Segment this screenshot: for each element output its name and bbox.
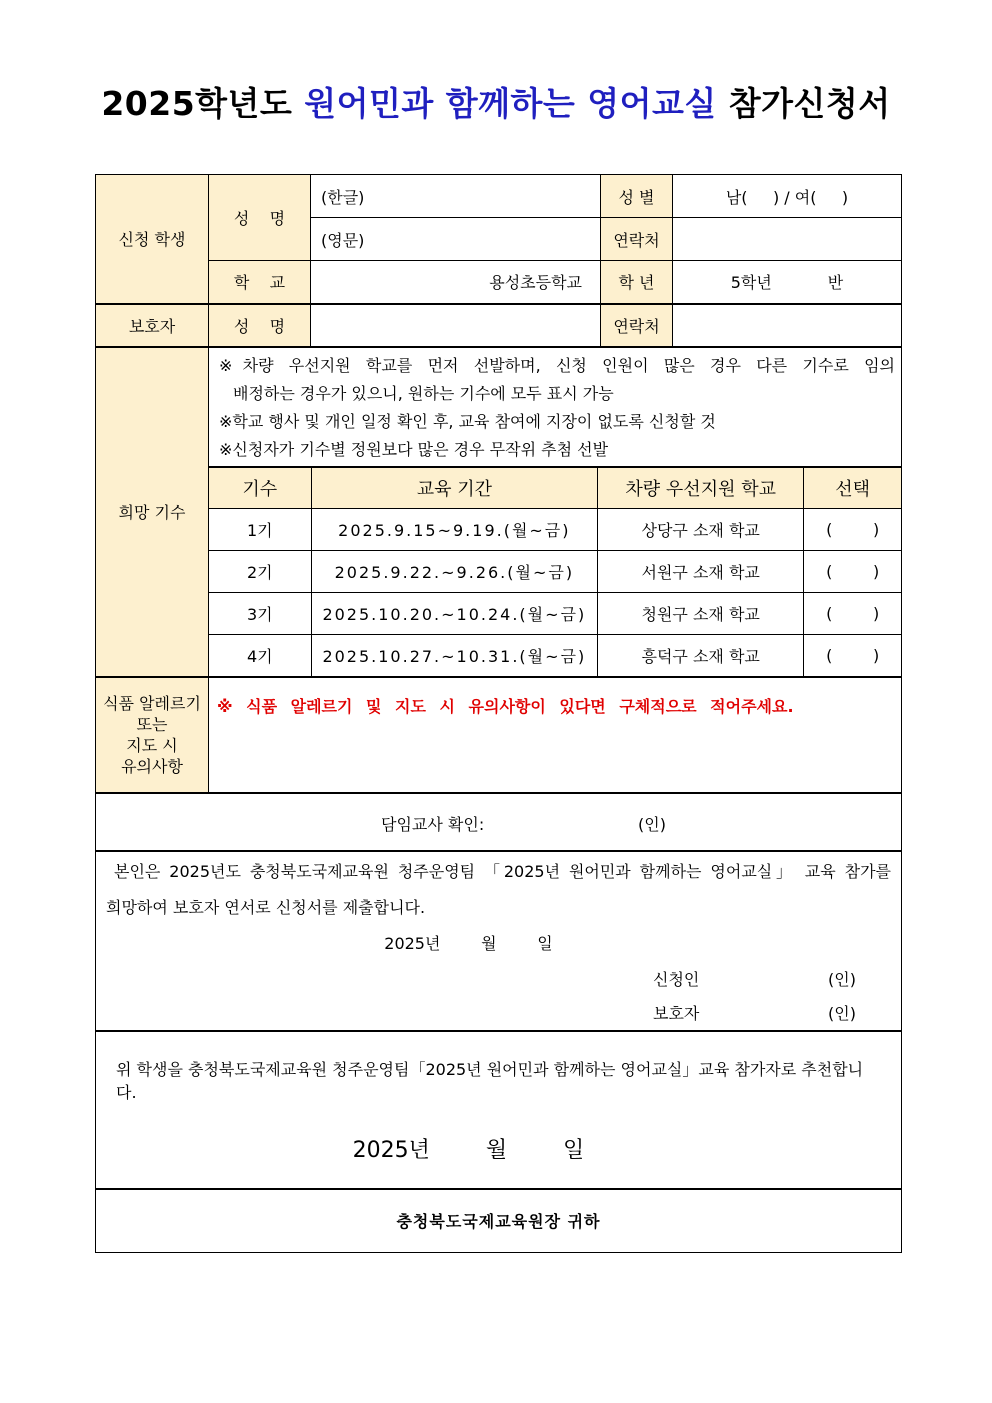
select-cell[interactable]: ( ): [804, 634, 901, 676]
session-row: [209, 550, 901, 592]
applicant-name-korean-field[interactable]: [311, 175, 601, 218]
gender-field[interactable]: 남( ) / 여( ): [673, 175, 902, 218]
period-cell: 2025.9.22.~9.26.(월~금): [311, 550, 597, 592]
term-cell: 2기: [209, 550, 311, 592]
guardian-name-field[interactable]: [311, 304, 601, 347]
term-cell: 3기: [209, 592, 311, 634]
allergy-label-line: 지도 시: [126, 735, 178, 755]
applicant-name-english-field[interactable]: [311, 218, 601, 261]
period-cell: 2025.10.20.~10.24.(월~금): [311, 592, 597, 634]
session-row: [209, 508, 901, 550]
allergy-label: [96, 677, 209, 793]
applicant-sign-label: 신청인: [653, 969, 700, 989]
guardian-name-label: 성 명: [209, 304, 311, 347]
addressee: 충청북도국제교육원장 귀하: [96, 1189, 902, 1253]
title-form-name: 참가신청서: [716, 84, 891, 123]
applicant-contact-label: 연락처: [601, 218, 673, 261]
term-cell: 4기: [209, 634, 311, 676]
period-cell: 2025.9.15~9.19.(월~금): [311, 508, 597, 550]
note-line: ※신청자가 기수별 정원보다 많은 경우 무작위 추첨 선발: [219, 439, 609, 459]
title-year: 2025학년도: [101, 84, 305, 123]
note-line: ※학교 행사 및 개인 일정 확인 후, 교육 참여에 지장이 없도록 신청할 것: [219, 411, 716, 431]
allergy-field[interactable]: [209, 677, 902, 793]
guardian-sign-label: 보호자: [653, 1003, 700, 1023]
application-form: [95, 174, 902, 1253]
guardian-contact-field[interactable]: [673, 304, 902, 347]
guardian-seal[interactable]: (인): [828, 1003, 856, 1023]
korean-hint: (한글): [321, 187, 365, 207]
session-table: [209, 467, 901, 676]
session-row: [209, 592, 901, 634]
school-cell: 서원구 소재 학교: [598, 550, 804, 592]
applicant-sign-row: [106, 962, 891, 996]
session-table-cell: [209, 466, 902, 677]
term-cell: 1기: [209, 508, 311, 550]
allergy-label-line: 식품 알레르기: [103, 693, 201, 713]
school-label: 학 교: [209, 261, 311, 304]
english-hint: (영문): [321, 230, 365, 250]
page-title: [0, 78, 992, 125]
applicant-section-label: 신청 학생: [96, 175, 209, 304]
school-field[interactable]: 용성초등학교: [311, 261, 601, 304]
guardian-sign-row: [106, 996, 891, 1030]
header-school: 차량 우선지원 학교: [598, 467, 804, 508]
note-line: 배정하는 경우가 있으니, 원하는 기수에 모두 표시 가능: [233, 383, 614, 403]
applicant-name-label: 성 명: [209, 175, 311, 261]
recommendation-block: [96, 1031, 902, 1189]
school-cell: 청원구 소재 학교: [598, 592, 804, 634]
allergy-note: ※ 식품 알레르기 및 지도 시 유의사항이 있다면 구체적으로 적어주세요.: [217, 696, 794, 716]
guardian-contact-label: 연락처: [601, 304, 673, 347]
session-row: [209, 634, 901, 676]
period-cell: 2025.10.27.~10.31.(월~금): [311, 634, 597, 676]
recommendation-text: 위 학생을 충청북도국제교육원 청주운영팀「2025년 원어민과 함께하는 영어교실」교육 참가자로 추천합니다.: [116, 1059, 864, 1102]
title-program: 원어민과 함께하는 영어교실: [304, 84, 717, 123]
school-cell: 흥덕구 소재 학교: [598, 634, 804, 676]
select-cell[interactable]: ( ): [804, 508, 901, 550]
allergy-label-line: 유의사항: [121, 756, 183, 776]
allergy-label-line: 또는: [136, 714, 168, 734]
statement-line: 본인은 2025년도 충청북도국제교육원 청주운영팀 「2025년 원어민과 함께하는 영어교실」 교육 참가를: [114, 861, 891, 881]
statement-line: 희망하여 보호자 연서로 신청서를 제출합니다.: [106, 897, 426, 917]
header-period: 교육 기간: [311, 467, 597, 508]
teacher-confirm-label: 담임교사 확인:: [381, 814, 485, 834]
header-term: 기수: [209, 467, 311, 508]
session-notes: [209, 347, 902, 467]
header-select: 선택: [804, 467, 901, 508]
statement-date[interactable]: 2025년 월 일: [384, 933, 553, 953]
teacher-confirm-row: [96, 793, 902, 851]
teacher-seal[interactable]: (인): [638, 814, 666, 834]
grade-label: 학 년: [601, 261, 673, 304]
grade-field[interactable]: 5학년 반: [673, 261, 902, 304]
applicant-seal[interactable]: (인): [828, 969, 856, 989]
school-cell: 상당구 소재 학교: [598, 508, 804, 550]
recommendation-date[interactable]: 2025년 월 일: [352, 1137, 585, 1163]
select-cell[interactable]: ( ): [804, 592, 901, 634]
select-cell[interactable]: ( ): [804, 550, 901, 592]
applicant-contact-field[interactable]: [673, 218, 902, 261]
gender-label: 성 별: [601, 175, 673, 218]
note-line: ※차량 우선지원 학교를 먼저 선발하며, 신청 인원이 많은 경우 다른 기수로 임의: [219, 355, 895, 375]
session-section-label: 희망 기수: [96, 347, 209, 677]
statement-block: [96, 851, 902, 1031]
guardian-section-label: 보호자: [96, 304, 209, 347]
